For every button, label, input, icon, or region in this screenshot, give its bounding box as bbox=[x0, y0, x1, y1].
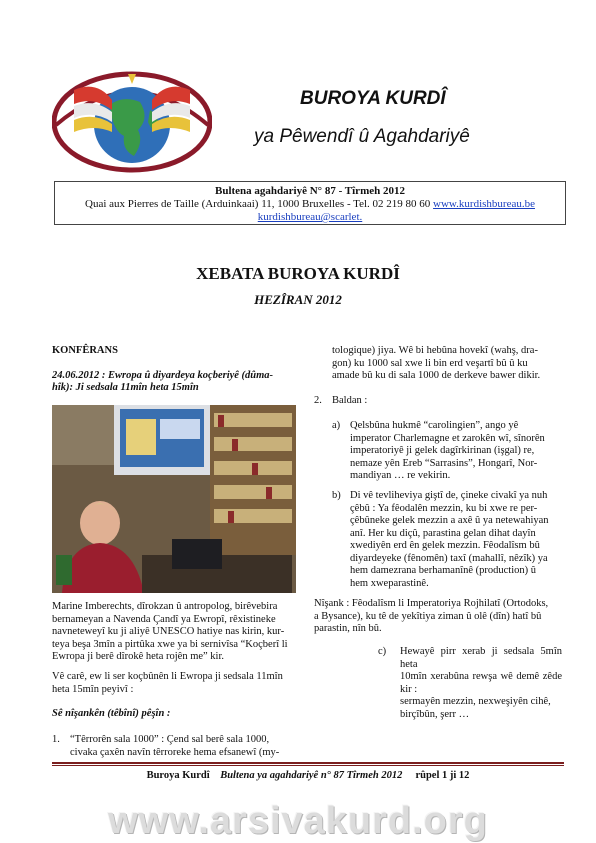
text-line: Ewropa ji berê dîrokê heta rojên me” kir. bbox=[52, 651, 225, 662]
text-line: çêbû : Ya fêodalên mezzin, ku bi xwe re per- bbox=[350, 502, 538, 514]
text-line: xwediyên erd ên gelek mezzin. Fêodalîsm bû bbox=[350, 540, 540, 551]
sublist-item-b bbox=[350, 490, 562, 590]
sublist-item-a bbox=[350, 420, 562, 483]
paragraph-speaker bbox=[52, 601, 298, 664]
text-line: Vê carê, ew li ser koçbûnên li Ewropa ji sedsala 11mîn bbox=[52, 671, 283, 682]
sublist-label-c: c) bbox=[378, 646, 387, 657]
email-link[interactable]: kurdishbureau@scarlet. bbox=[257, 211, 363, 223]
text-line: Di vê tevliheviya giştî de, çineke civakî ya nuh bbox=[350, 490, 548, 501]
footer-divider-thin bbox=[52, 765, 564, 766]
text-line: diyardeyeke (fênomên) taxî (mahallî, nêzîk) ya bbox=[350, 552, 548, 564]
text-line: hem damezrana berhamanînê (production) û bbox=[350, 565, 537, 576]
text-line: heta 15mîn peyivî : bbox=[52, 683, 134, 695]
text-line: teya beşa 3mîn a pirtûka xwe ya bi sernivîsa “Koçberî li bbox=[52, 638, 288, 650]
subheading-notes: Sê nîşankên (têbînî) pêşîn : bbox=[52, 708, 171, 719]
address-text: Quai aux Pierres de Taille (Arduinkaai) 11, 1000 Bruxelles - Tel. 02 219 80 60 bbox=[85, 198, 434, 210]
text-line: Nîşank : Fêodalîsm li Imperatoriya Rojhilatî (Ortodoks, bbox=[314, 598, 549, 609]
footer-org: Buroya Kurdî bbox=[146, 770, 210, 781]
conference-photo bbox=[52, 405, 296, 593]
text-line: Marine Imberechts, dîrokzan û antropolog, birêvebira bbox=[52, 601, 278, 612]
text-line: nemaze yên Ereb “Sarrasins”, Hongarî, Nor- bbox=[350, 457, 538, 469]
footer-divider bbox=[52, 762, 564, 764]
article-subtitle: HEZÎRAN 2012 bbox=[254, 292, 342, 307]
event-title-line1: 24.06.2012 : Ewropa û diyardeya koçberiyê (dûma- bbox=[52, 370, 274, 381]
text-line: amade bû ku di sala 1000 de derkeve bawer dikir. bbox=[332, 370, 541, 381]
text-line: tologique) jiya. Wê bi hebûna hovekî (wahş, dra- bbox=[332, 345, 538, 356]
section-heading: KONFÊRANS bbox=[52, 345, 118, 356]
footer-page-number: rûpel 1 ji 12 bbox=[415, 770, 470, 781]
text-line: “Têrrorên sala 1000” : Çend sal berê sala 1000, bbox=[70, 734, 270, 745]
text-line: navneteweyî ku ji aliyê UNESCO hatiye nas kirin, kur- bbox=[52, 626, 285, 637]
text-line: gon) ku 1000 sal xwe li bin erd veşartî bû û ku bbox=[332, 357, 528, 369]
event-title-line2: hîk): Ji sedsala 11mîn heta 15mîn bbox=[52, 382, 199, 393]
text-line: Qelsbûna hukmê “carolingien”, ango yê bbox=[350, 420, 519, 431]
text-line: sermayên mezzin, nexweşiyên cihê, bbox=[400, 696, 551, 707]
footer-bulletin: Bultena ya agahdariyê n° 87 Tîrmeh 2012 bbox=[220, 770, 403, 781]
text-line: a Bysance), ku tê de yekîtiya ziman û olê (dîn) hatî bû bbox=[314, 610, 542, 622]
watermark: www.arsivakurd.org bbox=[108, 800, 488, 842]
website-link[interactable]: www.kurdishbureau.be bbox=[433, 198, 535, 210]
text-line: parastin, nîn bû. bbox=[314, 623, 382, 634]
list-item-1-continued bbox=[332, 345, 562, 383]
sublist-label-a: a) bbox=[332, 420, 341, 431]
page-footer bbox=[52, 770, 564, 781]
text-line: civaka çaxên navîn têrroreke hema efsanewî (my- bbox=[70, 746, 280, 758]
brand-subtitle: ya Pêwendî û Agahdariyê bbox=[254, 126, 470, 147]
text-line: imperatoriyê ji gelek dagîrkirinan (işgal) re, bbox=[350, 445, 535, 456]
sublist-label-b: b) bbox=[332, 490, 341, 501]
list-item-2-label: Baldan : bbox=[332, 395, 368, 406]
list-item-1 bbox=[70, 734, 298, 759]
paragraph-topic bbox=[52, 671, 298, 696]
bulletin-number: Bultena agahdariyê N° 87 - Tîrmeh 2012 bbox=[215, 185, 405, 197]
text-line: Hewayê pirr xerab ji sedsala 5mîn heta bbox=[400, 646, 562, 670]
address-line bbox=[55, 198, 565, 211]
text-line: çêbûneke gelek mezzin a axê û ya netewahiyan bbox=[350, 515, 549, 526]
text-line: hem xweparastinê. bbox=[350, 577, 429, 589]
bulletin-info-box bbox=[54, 181, 566, 225]
text-line: anî. Her ku diçû, parastina gelan dihat dayîn bbox=[350, 527, 536, 539]
text-line: mandiyan … re vekirin. bbox=[350, 470, 451, 481]
article-title: XEBATA BUROYA KURDÎ bbox=[196, 264, 400, 283]
note-paragraph bbox=[314, 598, 562, 636]
text-line: imperator Charlemagne et zarokên wî, sînorên bbox=[350, 432, 545, 444]
text-line: birçîbûn, şerr … bbox=[400, 708, 470, 720]
text-line: 10mîn xerabûna rewşa wê demê zêde kir : bbox=[400, 671, 562, 695]
list-number-2: 2. bbox=[314, 395, 322, 406]
kurdish-bureau-logo bbox=[52, 70, 212, 175]
sublist-item-c bbox=[400, 646, 562, 721]
list-number-1: 1. bbox=[52, 734, 60, 745]
text-line: bernameyan a Navenda Çandî ya Ewropî, rêxistineke bbox=[52, 613, 276, 625]
brand-title: BUROYA KURDÎ bbox=[300, 88, 446, 109]
